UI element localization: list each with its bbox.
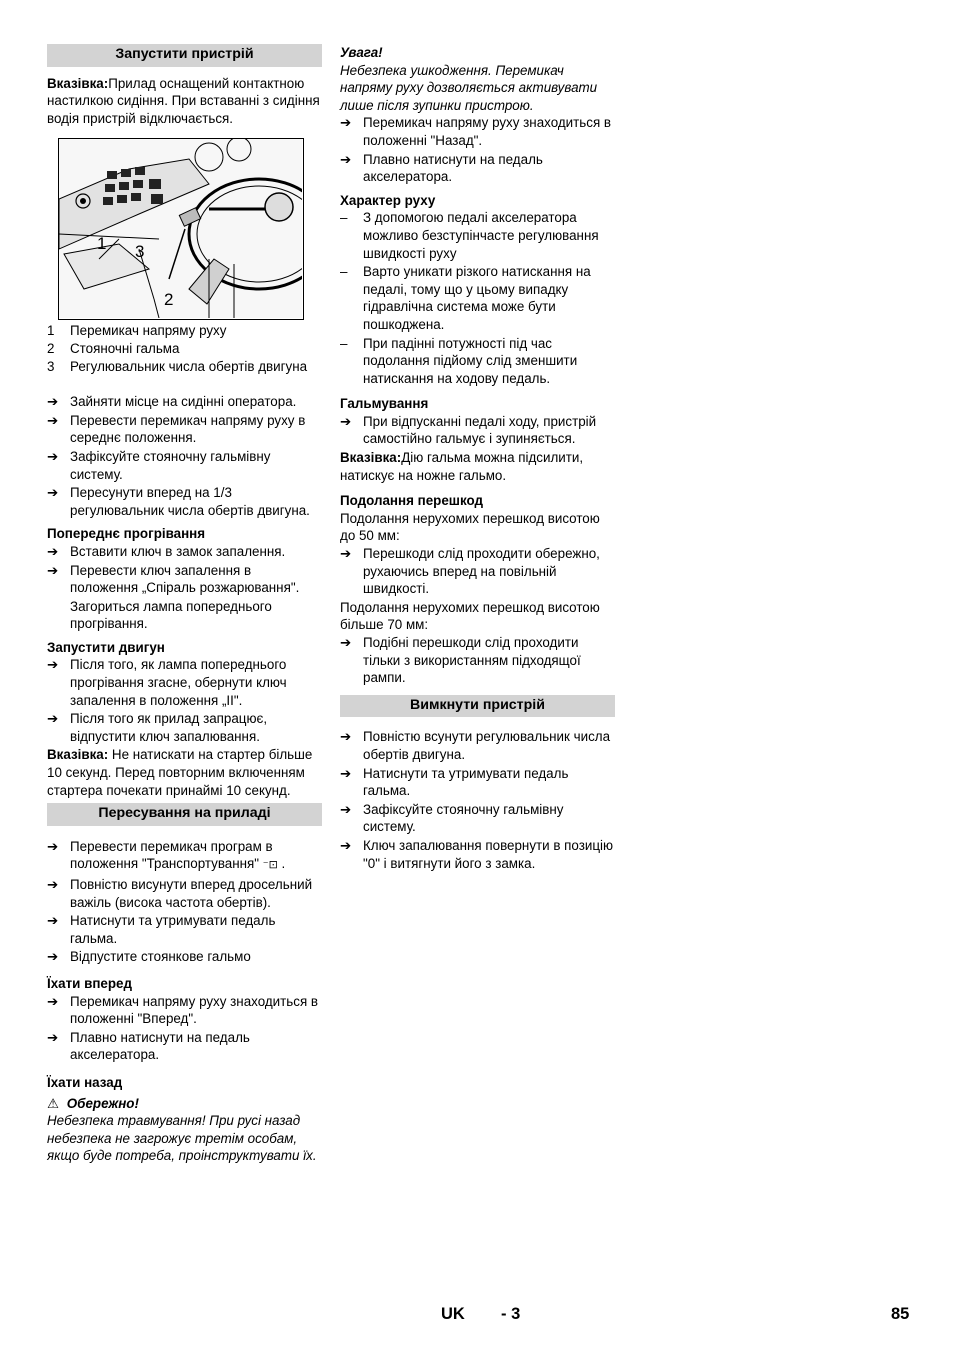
arrow-icon: ➔ bbox=[340, 413, 352, 429]
arrow-icon: ➔ bbox=[340, 635, 352, 650]
forward-steps bbox=[47, 993, 322, 1064]
list-item: ➔ Зайняти місце на сидінні оператора. bbox=[47, 394, 297, 410]
arrow-icon: ➔ bbox=[47, 913, 59, 929]
figure-label-1: 1 bbox=[97, 234, 107, 254]
preheat-steps bbox=[47, 543, 322, 633]
list-item: ➔ Зафіксуйте стояночну гальмівну систему. bbox=[340, 801, 564, 835]
list-item: ➔ Після того як прилад запрацює, відпустити ключ запалювання. bbox=[47, 711, 268, 744]
arrow-icon: ➔ bbox=[340, 546, 352, 562]
drive-character-items bbox=[340, 209, 615, 387]
start-steps bbox=[47, 393, 322, 519]
list-item: ➔ Перевести ключ запалення в положення „Спіраль розжарювання". bbox=[47, 562, 300, 596]
arrow-icon: ➔ bbox=[47, 485, 59, 501]
arrow-icon: ➔ bbox=[340, 765, 352, 781]
arrow-icon: ➔ bbox=[340, 729, 352, 745]
list-item: ➔ Натиснути та утримувати педаль гальма. bbox=[47, 913, 276, 946]
figure-label-2: 2 bbox=[164, 290, 174, 310]
list-item: ➔ Вставити ключ в замок запалення. bbox=[47, 543, 286, 559]
obstacles-heading: Подолання перешкод bbox=[340, 493, 483, 509]
control-panel-illustration bbox=[58, 138, 304, 320]
transport-mode-icon: ⁻⊡ bbox=[262, 859, 278, 872]
figure-legend bbox=[47, 322, 322, 375]
caution-text: Небезпека травмування! При русі назад небезпека не загрожує третім особам, якщо буде потреба, проінструктувати їх. bbox=[47, 1113, 317, 1164]
obstacles-intro-50: Подолання нерухомих перешкод висотою до 50 мм: bbox=[340, 510, 600, 544]
figure-label-3: 3 bbox=[135, 242, 145, 262]
dash-icon: – bbox=[340, 210, 348, 226]
arrow-icon: ➔ bbox=[340, 801, 352, 817]
backward-heading: Їхати назад bbox=[47, 1074, 123, 1090]
list-item: ➔ Натиснути та утримувати педаль гальма. bbox=[340, 765, 569, 799]
list-item: ➔ Перевести перемикач програм в положення "Транспортування" ⁻⊡ . bbox=[47, 838, 286, 872]
caution-label-line: ⚠ Обережно! bbox=[47, 1095, 139, 1111]
note-brake: Вказівка:Дію гальма можна підсилити, натискує на ножне гальмо. bbox=[340, 450, 584, 483]
switch-off-steps bbox=[340, 728, 615, 872]
list-item: ➔ Перевести перемикач напряму руху в середнє положення. bbox=[47, 412, 306, 446]
section-heading-switch-off: Вимкнути пристрій bbox=[340, 695, 615, 718]
list-item: ➔ Перемикач напряму руху знаходиться в положенні "Назад". bbox=[340, 115, 612, 148]
arrow-icon: ➔ bbox=[47, 838, 59, 854]
drive-character-heading: Характер руху bbox=[340, 192, 436, 208]
section-heading-start: Запустити пристрій bbox=[47, 44, 322, 67]
backward-steps bbox=[340, 114, 615, 185]
arrow-icon: ➔ bbox=[47, 711, 59, 727]
list-item: ➔ Плавно натиснути на педаль акселератора. bbox=[340, 151, 543, 185]
obstacles-steps-70 bbox=[340, 634, 615, 687]
list-item: ➔ Зафіксуйте стояночну гальмівну систему. bbox=[47, 448, 271, 482]
arrow-icon: ➔ bbox=[47, 949, 59, 965]
arrow-icon: ➔ bbox=[47, 657, 59, 673]
note-seat-contact: Вказівка:Прилад оснащений контактною настилкою сидіння. При вставанні з сидіння водія пристрій відключається. bbox=[47, 75, 320, 126]
list-item: ➔ Після того, як лампа попереднього прогрівання згасне, обернути ключ запалення в положення „II". bbox=[47, 657, 287, 708]
attention-text: Небезпека ушкодження. Перемикач напряму руху дозволяється активувати лише після зупинки пристрою. bbox=[340, 62, 598, 113]
list-item: ➔ Повністю всунути регулювальник числа обертів двигуна. bbox=[340, 729, 611, 762]
arrow-icon: ➔ bbox=[47, 1029, 59, 1045]
left-column bbox=[47, 44, 322, 1165]
arrow-icon: ➔ bbox=[340, 837, 352, 853]
start-engine-heading: Запустити двигун bbox=[47, 639, 165, 655]
footer-subpage: - 3 bbox=[501, 1305, 521, 1323]
dash-icon: – bbox=[340, 264, 348, 280]
list-item: ➔ Подібні перешкоди слід проходити тільки з використанням підходящої рампи. bbox=[340, 635, 581, 686]
start-engine-steps bbox=[47, 656, 322, 745]
list-item: Загориться лампа попереднього прогрівання. bbox=[70, 598, 272, 632]
arrow-icon: ➔ bbox=[47, 562, 59, 578]
arrow-icon: ➔ bbox=[47, 448, 59, 464]
list-item: ➔ Відпустите стоянкове гальмо bbox=[47, 949, 251, 965]
list-item: – При падінні потужності під час подолання підйому слід зменшити натискання на ходову педаль. bbox=[340, 335, 578, 386]
list-item: ➔ Ключ запалювання повернути в позицію "0" і витягнути його з замка. bbox=[340, 837, 614, 871]
braking-steps bbox=[340, 413, 615, 448]
attention-label: Увага! bbox=[340, 45, 383, 60]
preheat-heading: Попереднє прогрівання bbox=[47, 526, 206, 542]
list-item: ➔ При відпусканні педалі ходу, пристрій самостійно гальмує і зупиняється. bbox=[340, 413, 597, 447]
legend-item: 3 Регулювальник числа обертів двигуна bbox=[47, 358, 308, 374]
obstacles-steps-50 bbox=[340, 545, 615, 598]
control-panel-drawing bbox=[59, 139, 302, 318]
list-item: – З допомогою педалі акселератора можливо безступінчасте регулювання швидкості руху bbox=[340, 210, 599, 261]
list-item: ➔ Плавно натиснути на педаль акселератора. bbox=[47, 1029, 250, 1063]
moving-steps bbox=[47, 838, 322, 966]
list-item: ➔ Перемикач напряму руху знаходиться в положенні "Вперед". bbox=[47, 993, 319, 1027]
list-item: ➔ Перешкоди слід проходити обережно, рухаючись вперед на повільній швидкості. bbox=[340, 546, 600, 597]
arrow-icon: ➔ bbox=[340, 151, 352, 167]
forward-heading: Їхати вперед bbox=[47, 975, 132, 991]
page-number: 85 bbox=[891, 1305, 910, 1323]
arrow-icon: ➔ bbox=[340, 115, 352, 131]
obstacles-intro-70: Подолання нерухомих перешкод висотою більше 70 мм: bbox=[340, 599, 600, 633]
footer-language: UK bbox=[441, 1305, 465, 1323]
note-starter: Вказівка: Не натискати на стартер більше 10 секунд. Перед повторним включенням стартера почекати принаймі 10 секунд. bbox=[47, 747, 313, 798]
arrow-icon: ➔ bbox=[47, 877, 59, 892]
arrow-icon: ➔ bbox=[47, 993, 59, 1009]
list-item: – Варто уникати різкого натискання на педалі, тому що у цьому випадку гідравлічна система може бути пошкоджена. bbox=[340, 264, 591, 332]
list-item: ➔ Повністю висунути вперед дросельний важіль (висока частота обертів). bbox=[47, 877, 313, 910]
arrow-icon: ➔ bbox=[47, 394, 59, 410]
arrow-icon: ➔ bbox=[47, 412, 59, 428]
braking-heading: Гальмування bbox=[340, 396, 429, 412]
warning-triangle-icon: ⚠ bbox=[47, 1095, 60, 1111]
dash-icon: – bbox=[340, 335, 348, 351]
right-column bbox=[340, 44, 615, 873]
list-item: ➔ Пересунути вперед на 1/3 регулювальник числа обертів двигуна. bbox=[47, 485, 310, 518]
legend-item: 1 Перемикач напряму руху bbox=[47, 323, 227, 339]
section-heading-moving: Пересування на приладі bbox=[47, 803, 322, 826]
legend-item: 2 Стояночні гальма bbox=[47, 340, 180, 356]
arrow-icon: ➔ bbox=[47, 543, 59, 559]
